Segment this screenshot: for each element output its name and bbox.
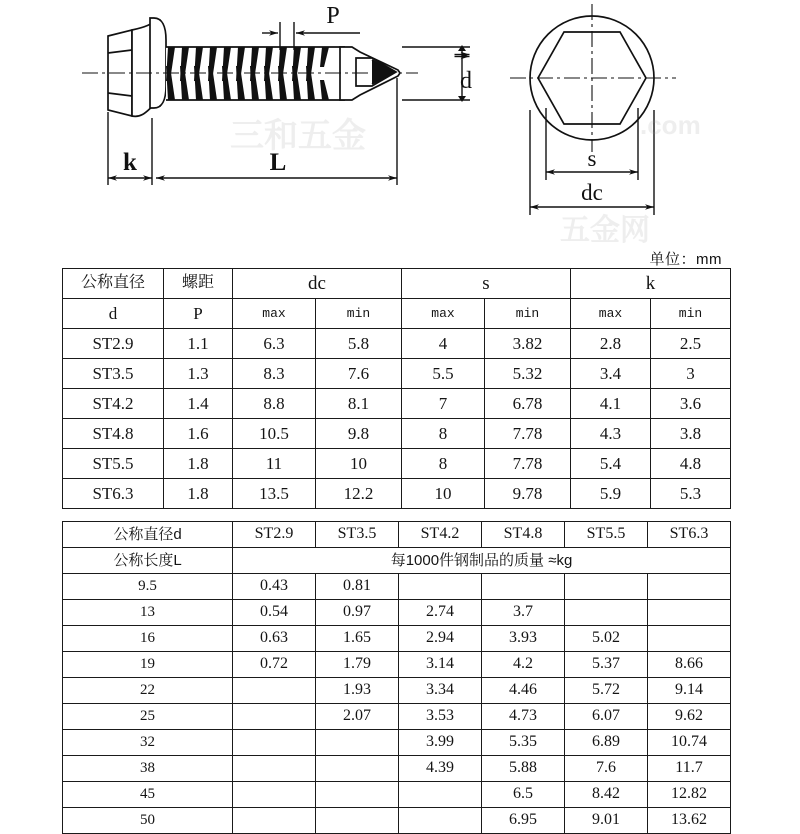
cell-s-min: 9.78: [485, 479, 571, 509]
table-header-row-1: [63, 269, 731, 299]
label-k: k: [123, 149, 137, 176]
cell-s-max: 5.5: [402, 359, 485, 389]
mass-note: 每1000件钢制品的质量 ≈kg: [233, 548, 731, 574]
cell-mass: 3.53: [399, 704, 482, 730]
table-row: [63, 730, 731, 756]
technical-drawing: [0, 0, 800, 245]
table-row: [63, 359, 731, 389]
cell-k-max: 4.3: [571, 419, 651, 449]
cell-dc-min: 9.8: [316, 419, 402, 449]
header-symbol-d: d: [63, 299, 164, 329]
cell-mass: [648, 574, 731, 600]
label-s: s: [587, 146, 597, 171]
cell-mass: 4.39: [399, 756, 482, 782]
cell-length: 32: [63, 730, 233, 756]
cell-s-max: 8: [402, 449, 485, 479]
cell-size: ST6.3: [63, 479, 164, 509]
header-k-min: min: [651, 299, 731, 329]
dimension-pitch: [262, 22, 360, 50]
cell-length: 38: [63, 756, 233, 782]
cell-mass: 0.54: [233, 600, 316, 626]
cell-dc-max: 13.5: [233, 479, 316, 509]
cell-mass: [399, 808, 482, 834]
cell-mass: [399, 782, 482, 808]
cell-dc-max: 8.8: [233, 389, 316, 419]
cell-mass: 0.81: [316, 574, 399, 600]
cell-mass: [233, 730, 316, 756]
cell-mass: [565, 574, 648, 600]
table-row: [63, 756, 731, 782]
cell-mass: 3.99: [399, 730, 482, 756]
label-pitch: P: [326, 3, 340, 29]
cell-mass: 7.6: [565, 756, 648, 782]
cell-mass: 3.34: [399, 678, 482, 704]
cell-s-min: 5.32: [485, 359, 571, 389]
cell-mass: [316, 782, 399, 808]
header-diameter-col: ST4.8: [482, 522, 565, 548]
cell-pitch: 1.1: [164, 329, 233, 359]
cell-mass: 4.2: [482, 652, 565, 678]
screw-drawing-svg: [0, 0, 800, 245]
label-dc: dc: [581, 180, 603, 205]
cell-mass: 11.7: [648, 756, 731, 782]
table-row: [63, 808, 731, 834]
table-row: [63, 419, 731, 449]
cell-mass: [233, 704, 316, 730]
cell-dc-max: 8.3: [233, 359, 316, 389]
cell-s-max: 7: [402, 389, 485, 419]
cell-k-min: 5.3: [651, 479, 731, 509]
table-row: [63, 329, 731, 359]
header-diameter-col: ST6.3: [648, 522, 731, 548]
cell-mass: 6.95: [482, 808, 565, 834]
cell-mass: 8.66: [648, 652, 731, 678]
cell-mass: 6.89: [565, 730, 648, 756]
cell-mass: [648, 626, 731, 652]
cell-k-min: 3: [651, 359, 731, 389]
cell-mass: 9.62: [648, 704, 731, 730]
cell-mass: [233, 808, 316, 834]
cell-length: 9.5: [63, 574, 233, 600]
header-dc-min: min: [316, 299, 402, 329]
cell-s-min: 7.78: [485, 419, 571, 449]
header-nominal-diameter-d: 公称直径d: [63, 522, 233, 548]
cell-pitch: 1.8: [164, 479, 233, 509]
watermark: 五金网: [560, 214, 650, 247]
cell-mass: 1.65: [316, 626, 399, 652]
cell-size: ST2.9: [63, 329, 164, 359]
mass-header-diameter-row: [63, 522, 731, 548]
cell-mass: 3.7: [482, 600, 565, 626]
cell-length: 13: [63, 600, 233, 626]
cell-dc-min: 8.1: [316, 389, 402, 419]
cell-mass: 9.14: [648, 678, 731, 704]
unit-note: 单位：mm: [649, 251, 722, 268]
cell-mass: 4.73: [482, 704, 565, 730]
cell-mass: [233, 678, 316, 704]
table-row: [63, 652, 731, 678]
cell-k-max: 5.9: [571, 479, 651, 509]
cell-mass: 9.01: [565, 808, 648, 834]
header-nominal-diameter: 公称直径: [63, 269, 164, 299]
cell-mass: 5.35: [482, 730, 565, 756]
cell-size: ST5.5: [63, 449, 164, 479]
mass-header-length-row: [63, 548, 731, 574]
table-row: [63, 782, 731, 808]
cell-length: 45: [63, 782, 233, 808]
cell-k-max: 2.8: [571, 329, 651, 359]
cell-length: 25: [63, 704, 233, 730]
table-row: [63, 389, 731, 419]
cell-mass: [316, 730, 399, 756]
header-pitch: 螺距: [164, 269, 233, 299]
cell-mass: 2.07: [316, 704, 399, 730]
header-nominal-length-L: 公称长度L: [63, 548, 233, 574]
cell-mass: 5.72: [565, 678, 648, 704]
header-diameter-col: ST5.5: [565, 522, 648, 548]
cell-mass: [482, 574, 565, 600]
header-k-max: max: [571, 299, 651, 329]
cell-mass: 4.46: [482, 678, 565, 704]
dimensions-table: [62, 268, 731, 509]
header-s-min: min: [485, 299, 571, 329]
cell-mass: 0.72: [233, 652, 316, 678]
cell-mass: 6.5: [482, 782, 565, 808]
table-row: [63, 626, 731, 652]
cell-size: ST3.5: [63, 359, 164, 389]
cell-mass: 8.42: [565, 782, 648, 808]
cell-s-max: 8: [402, 419, 485, 449]
cell-dc-min: 7.6: [316, 359, 402, 389]
header-symbol-P: P: [164, 299, 233, 329]
cell-mass: 10.74: [648, 730, 731, 756]
table-header-row-2: [63, 299, 731, 329]
cell-dc-min: 12.2: [316, 479, 402, 509]
cell-pitch: 1.8: [164, 449, 233, 479]
header-diameter-col: ST3.5: [316, 522, 399, 548]
header-diameter-col: ST4.2: [399, 522, 482, 548]
label-L: L: [269, 149, 287, 176]
cell-dc-max: 6.3: [233, 329, 316, 359]
cell-pitch: 1.6: [164, 419, 233, 449]
cell-mass: 5.37: [565, 652, 648, 678]
cell-dc-min: 10: [316, 449, 402, 479]
cell-mass: 5.88: [482, 756, 565, 782]
cell-mass: [316, 808, 399, 834]
watermark: 三和五金: [230, 117, 366, 155]
cell-dc-min: 5.8: [316, 329, 402, 359]
watermark: .com: [640, 110, 701, 140]
header-diameter-col: ST2.9: [233, 522, 316, 548]
cell-mass: 1.79: [316, 652, 399, 678]
cell-size: ST4.8: [63, 419, 164, 449]
header-group-s: s: [402, 269, 571, 299]
table-row: [63, 704, 731, 730]
cell-mass: 12.82: [648, 782, 731, 808]
cell-pitch: 1.4: [164, 389, 233, 419]
header-s-max: max: [402, 299, 485, 329]
cell-s-max: 10: [402, 479, 485, 509]
cell-pitch: 1.3: [164, 359, 233, 389]
cell-length: 50: [63, 808, 233, 834]
cell-mass: 0.63: [233, 626, 316, 652]
table-row: [63, 574, 731, 600]
cell-mass: 1.93: [316, 678, 399, 704]
cell-mass: 3.93: [482, 626, 565, 652]
cell-mass: 13.62: [648, 808, 731, 834]
cell-mass: [233, 782, 316, 808]
cell-mass: 6.07: [565, 704, 648, 730]
cell-mass: 3.14: [399, 652, 482, 678]
cell-mass: [316, 756, 399, 782]
cell-k-min: 3.6: [651, 389, 731, 419]
cell-k-max: 4.1: [571, 389, 651, 419]
cell-mass: 0.97: [316, 600, 399, 626]
cell-k-min: 2.5: [651, 329, 731, 359]
cell-size: ST4.2: [63, 389, 164, 419]
table-row: [63, 600, 731, 626]
cell-mass: [565, 600, 648, 626]
cell-mass: 2.94: [399, 626, 482, 652]
table-row: [63, 479, 731, 509]
cell-length: 19: [63, 652, 233, 678]
cell-s-min: 6.78: [485, 389, 571, 419]
label-diameter: d: [460, 68, 472, 94]
cell-mass: 2.74: [399, 600, 482, 626]
cell-k-min: 3.8: [651, 419, 731, 449]
header-group-dc: dc: [233, 269, 402, 299]
cell-k-max: 3.4: [571, 359, 651, 389]
cell-dc-max: 11: [233, 449, 316, 479]
cell-mass: [399, 574, 482, 600]
cell-mass: 0.43: [233, 574, 316, 600]
cell-length: 22: [63, 678, 233, 704]
header-dc-max: max: [233, 299, 316, 329]
mass-table: [62, 521, 731, 834]
cell-k-max: 5.4: [571, 449, 651, 479]
cell-mass: [648, 600, 731, 626]
cell-s-max: 4: [402, 329, 485, 359]
cell-s-min: 7.78: [485, 449, 571, 479]
cell-dc-max: 10.5: [233, 419, 316, 449]
cell-s-min: 3.82: [485, 329, 571, 359]
cell-k-min: 4.8: [651, 449, 731, 479]
cell-length: 16: [63, 626, 233, 652]
table-row: [63, 678, 731, 704]
header-group-k: k: [571, 269, 731, 299]
table-row: [63, 449, 731, 479]
cell-mass: 5.02: [565, 626, 648, 652]
cell-mass: [233, 756, 316, 782]
